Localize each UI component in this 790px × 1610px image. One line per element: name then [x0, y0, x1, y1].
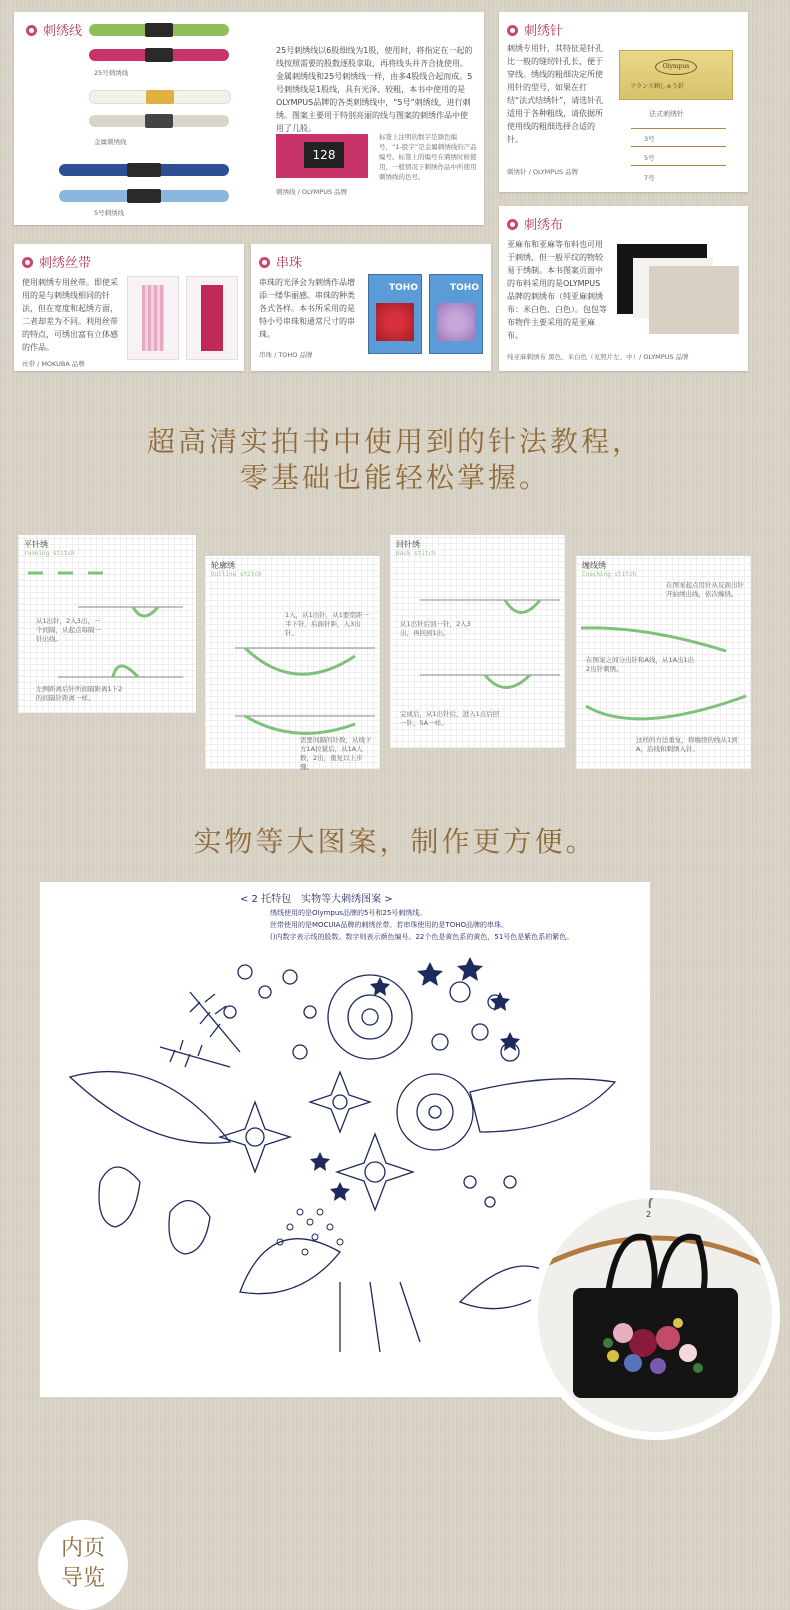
- beads-desc: 串珠的光泽会为刺绣作品增添一缕华丽感。串珠的种类各式各样。本书所采用的是特小号串珠和通常尺寸的串珠。: [259, 278, 355, 339]
- fabric-beige: [649, 266, 739, 334]
- tutorial-subtitle: Coaching stitch: [582, 571, 637, 578]
- ribbon-card-red: [186, 276, 238, 360]
- flower-icon: [26, 25, 37, 36]
- tutorial-step1: 从1出针，2入3出，一个间隔，从起点每隔一针出线。: [36, 617, 101, 643]
- tote-bag-illustration: [538, 1198, 772, 1432]
- tutorial-running-stitch: [18, 535, 196, 713]
- needle-size-3: 3号: [644, 135, 655, 143]
- tutorial-step1: 从1出针后回一针，2入3出，再回到1出。: [400, 620, 471, 637]
- tutorial-title: 轮廓绣: [211, 561, 235, 570]
- card-title-beads: 串珠: [259, 252, 302, 271]
- tutorial-step1: 1入，从1出针，从1要宽距一半下针，后面针距，入3出针。: [285, 611, 369, 637]
- needle-heading: 法式刺绣针: [649, 110, 684, 118]
- card-title-fabric: 刺绣布: [507, 214, 563, 233]
- needle-package: [619, 50, 733, 100]
- fabric-caption: 纯亚麻刺绣布 黑色、米白色（见照片左、中）/ OLYMPUS 品牌: [507, 353, 689, 361]
- package-label: フランス刺しゅう針: [630, 83, 684, 90]
- pattern-note-1: 绣线使用的是Olympus品牌的5号和25号刺绣线。: [270, 909, 427, 917]
- skein-closeup: [276, 134, 368, 178]
- needle-caption: 刺绣针 / OLYMPUS 品牌: [507, 168, 579, 176]
- card-needle: [499, 12, 748, 192]
- beads-pack-purple: [429, 274, 483, 354]
- card-title-needle: 刺绣针: [507, 20, 563, 39]
- thread-desc: 25号刺绣线以6股细线为1股，使用时，将指定在一起的线按照需要的股数逐股拿取，再将线头并齐合拢使用。金属刺绣线和25号刺绣线一样，由多4股线合起而成。5号刺绣线是1股线，具有光泽、较粗，本书中使用的是OLYMPUS品牌的各类刺绣线中，“5号”刺绣线，进行刺绣。图案主要用于特别亮丽的线与图案的刺绣作品中使用了几股。: [276, 46, 473, 133]
- olympus-logo: Olympus: [655, 59, 697, 75]
- tutorial-step2: 左侧距离后针所间隔距离1下2的间隔针距离一样。: [36, 685, 123, 702]
- badge-line1: 内页: [60, 1536, 105, 1561]
- pattern-note-2: 丝带使用的是MOCUIA品牌的刺绣丝带。若串珠使用的是TOHO品牌的串珠。: [270, 921, 508, 929]
- photo-number: 2: [646, 1210, 652, 1219]
- card-thread: [14, 12, 484, 225]
- preview-badge: [38, 1520, 128, 1610]
- ribbon-pink: [142, 285, 164, 351]
- card-beads: [251, 244, 491, 371]
- flower-icon: [22, 257, 33, 268]
- skein-navy: [59, 164, 229, 176]
- tutorial-title: 回针绣: [396, 540, 420, 549]
- card-title-thread: 刺绣线: [26, 20, 82, 39]
- flower-icon: [507, 219, 518, 230]
- toho-logo: TOHO: [450, 283, 479, 293]
- ribbon-caption: 丝带 / MOKUBA 品牌: [22, 360, 85, 368]
- badge-line2: 导览: [60, 1566, 105, 1591]
- thread-note: 标签上注明的数字是颜色编号，“1-股字”是金属刺绣线的产品编号。标签上的编号在刺绣时候使用，一般情况下刺绣作品中所使用刺绣线的色号。: [379, 133, 477, 181]
- skein-green: [89, 24, 229, 36]
- thread-label-25: 25号刺绣线: [94, 69, 129, 77]
- tutorial-title: 缠线绣: [582, 561, 606, 570]
- beads-pack-red: [368, 274, 422, 354]
- tutorial-back-stitch: [390, 535, 565, 748]
- tutorial-step2: 在图案之间分出针和A线，从1A出1出2出针刺绣。: [586, 656, 695, 673]
- skein-silver: [89, 115, 229, 127]
- card-title-ribbon: 刺绣丝带: [22, 252, 91, 271]
- tote-bag-photo: [530, 1190, 780, 1440]
- needle-5: [631, 146, 726, 147]
- card-ribbon: [14, 244, 244, 371]
- ribbon-red: [201, 285, 223, 351]
- thread-caption: 刺绣线 / OLYMPUS 品牌: [276, 188, 348, 196]
- tutorial-subtitle: Outline stitch: [211, 571, 262, 578]
- card-fabric: [499, 206, 748, 371]
- thread-label-metallic: 金属刺绣线: [94, 138, 127, 146]
- tutorial-title: 平针绣: [24, 540, 48, 549]
- flower-icon: [259, 257, 270, 268]
- skein-pink: [89, 49, 229, 61]
- ribbon-card-pink: [127, 276, 179, 360]
- slogan-line2: 零基础也能轻松掌握。: [239, 461, 550, 494]
- needle-7: [631, 165, 726, 166]
- tutorial-couching-stitch: [576, 556, 751, 769]
- slogan-line1: 超高清实拍书中使用到的针法教程，: [146, 425, 643, 458]
- beads-caption: 串珠 / TOHO 品牌: [259, 351, 313, 359]
- flower-icon: [507, 25, 518, 36]
- ribbon-desc: 使用刺绣专用丝带。即使采用的是与刺绣线相同的针法，但在宽度和起绣方面，二者却差为不同。利用丝带的特点，可绣出富有立体感的作品。: [22, 278, 118, 352]
- pattern-note-3: ()内数字表示线的股数。数字则表示颜色编号。22个色是黄色系的黄色，51号色是紫色系的紫色。: [270, 933, 574, 941]
- toho-logo: TOHO: [389, 283, 418, 293]
- tutorial-step1: 在图案起点用针从反面出针开始绣出线，依次缠绕。: [666, 581, 744, 598]
- tutorial-step2: 需要间隔的针数，从线下方1A拉紧后，从1A人数，2出，重复以上步骤。: [300, 736, 372, 771]
- fabric-desc: 亚麻布和亚麻等布料也可用于刺绣，但一般平纹的物较易于绣制。本书图案页面中的布料采用的是OLYMPUS品牌的刺绣布（纯亚麻刺绣布：米白色、白色）。包包等布物件主要采用的是亚麻布。: [507, 240, 607, 340]
- thread-label-5: 5号刺绣线: [94, 209, 125, 217]
- tutorial-subtitle: Back stitch: [396, 550, 436, 557]
- needle-desc: 刺绣专用针，其特征是针孔比一般的缝纫针孔长，便于穿线。绣线的粗细决定所使用针的型号，如果在打结“法式结绣针”，请选针孔适用于各种粗线，请依据所使用线的粗细选择合适的针。: [507, 44, 604, 144]
- skein-closeup-band: 128: [304, 142, 344, 168]
- needle-size-5: 5号: [644, 154, 655, 162]
- pattern-title: < 2 托特包 实物等大刺绣图案 >: [240, 894, 393, 905]
- tutorial-subtitle: running stitch: [24, 550, 75, 557]
- slogan-pattern: 实物等大图案，制作更方便。: [193, 825, 597, 858]
- tutorial-step2: 完成后，从1出针后，进入1点后回一针，5A一样。: [400, 710, 500, 727]
- tutorial-step3: 这样的方法重复，将缠绕的线从1到A，沿线和刺绣入针。: [636, 736, 738, 753]
- needle-size-7: 7号: [644, 174, 655, 182]
- beads-purple: [437, 303, 475, 341]
- beads-red: [376, 303, 414, 341]
- skein-lightblue: [59, 190, 229, 202]
- skein-white: [89, 90, 231, 104]
- needle-3: [631, 128, 726, 129]
- tutorial-outline-stitch: [205, 556, 380, 769]
